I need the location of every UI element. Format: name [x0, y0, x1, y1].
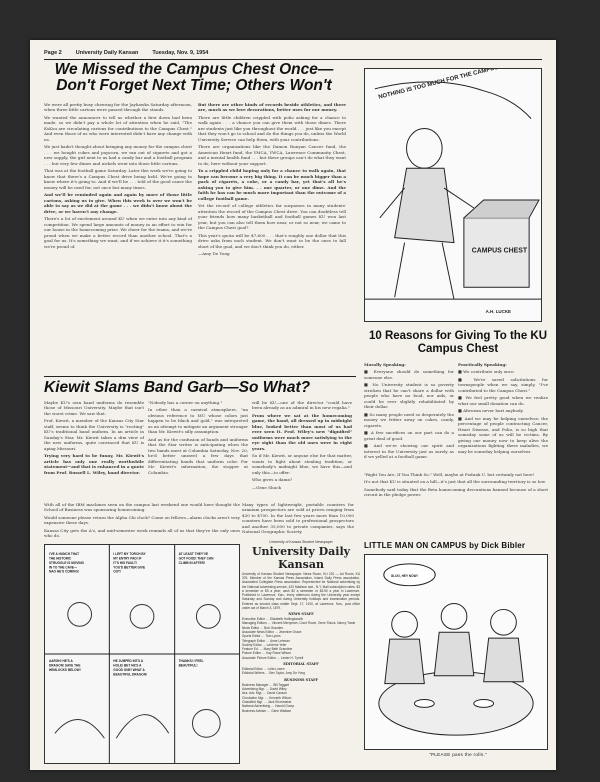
little-man-bubble: GLUG, HEY NOW! [390, 573, 418, 578]
paragraph: Many types of lightweight, portable counters for uranium prospectors are sold at prices ranging from $30 to $700. In the last few years more than 10,000 counters have been sold to professional prospectors and another 35,000 to private companies, says the National Geographic Society. [242, 502, 354, 535]
reason-item: ■ A few sacrifices on our part can do a great deal of good. [364, 430, 454, 441]
paragraph: There's a lot of excitement around KU when we enter into any kind of competition. We spend large amounts of money in an effort to win for our house in the homecoming prize. We cheer for the teams, and we're proud when we make a better record than another school. That's a goal for us. It's something we want, and if we achieve it it's something we're proud of. [44, 216, 192, 249]
staff-line: Editorial Editor … Leila Lowen [242, 667, 285, 672]
short-items-left [44, 502, 240, 542]
band-column-3 [252, 400, 352, 498]
business-staff [242, 683, 360, 713]
paragraph: will be KU—one of the director "could have been already as an admiral in his new regalia." [252, 400, 352, 411]
staff-line: Circulation Mgr. … Kenneth Wilson [242, 695, 292, 700]
news-staff [242, 617, 360, 660]
masthead-body: University of Kansas Student Newspaper. News Room, KU 251 — Ad Room, KU 376. Member of the Kansas Press Association, Inland Daily Press association, Associated Collegiate Press association. Represented for National advertising by the National Advertising service, 420 Madison ave., N.Y. Mail subscription rates: $3 a semester or $5 a year; cash $2 a semester or $3.50 a year in Lawrence. Published in Lawrence, Kan., every afternoon during the University year except Saturday and Sunday and during University holidays and examination periods. Entered as second class matter Sept. 17, 1910, at Lawrence, Kan., post office under act of March 3, 1879. [242, 572, 360, 610]
paragraph: —Gene Shuck [252, 484, 281, 490]
staff-line: Feature Ed. … Mary Beth Grandine [242, 647, 293, 652]
paragraph: Yet the record of college athletics far surpasses in many students' attention the record of the Campus Chest drive. You can doubtless tell your friends how many basketball and football games KU won last year, but you can also tell them how near, or not so near, we came to the Campus Chest goal? [198, 203, 346, 231]
reason-item: ■ And we're showing our spirit and interest in the University just as surely as if we yelled at a football game. [364, 443, 454, 460]
reason-item: ■ We feel pretty good when we realize what our small donation can do. [458, 395, 548, 406]
editorial-column-2 [198, 102, 346, 374]
paragraph: And as for the confusion of bands and uniforms that the Star writes is anticipating when the two bands meet at Columbia Saturday, Nov. 20, he'd better unravel a few days that differentiating bands that uniform color. For Mr. Kiewit's information, the stopper at Columbia. [148, 436, 248, 475]
reason-item: ■ No University student is so poverty stricken that he can't share a dollar with people who have no food, nor aids, or could be ever slightly rehabilitated by their dollar. [364, 382, 454, 410]
paper-name: University Daily Kansan [75, 50, 139, 56]
reasons-subhead: Morally Speaking: [364, 362, 406, 367]
reasons-column-practically [458, 362, 548, 468]
paragraph: We were all pretty busy cheering for the Jayhawks Saturday afternoon, when three little cartons were passed through the stands. [44, 102, 192, 113]
masthead-title: University Daily Kansan [251, 545, 351, 571]
staff-line: News Editor … Bob Grandes [242, 625, 283, 630]
staff-line: Classified Mgr. … Jack Shoemaker [242, 699, 292, 704]
paragraph: Would someone please return the Alpha Chi clock? Come on fellows—alarm clocks aren't very expensive these days. [44, 514, 240, 526]
little-man-caption: "PLEASE pass the rolls." [429, 752, 487, 757]
reason-item: ■ We're saved solicitations for townspeople when we say, simply, "I've contributed to the Campus Chest." [458, 376, 548, 393]
reasons-headline: 10 Reasons for Giving To the KU Campus Chest [368, 330, 548, 355]
little-man-cartoon [364, 554, 548, 750]
comic-speech: HE JUMPED INTO A HOLE! BET HE'S A GOOD ONE! WHAT A BEAUTIFUL DRAGON! [113, 658, 148, 677]
paragraph: Trying very hard to be funny, Mr. Kiewit's article has only one really worthwhile statement—and that is enhanced in a quote from Prof. Russell L. Wiley, band director. [44, 453, 144, 475]
paragraph: We wanted the announcer to tell us whether a first down had been made, so we didn't pay a whole lot of attention when he said, "The KsKsu are circulating cartons for contributions to the Campus Chest." And even those of us who were interested didn't have any change with us. [44, 114, 192, 142]
band-headline: Kiewit Slams Band Garb—So What? [44, 379, 311, 396]
paragraph: In other than a carnival atmosphere, "an obvious reference to MU whose colors just happen to be black and gold," was interpreted as an attempt to mitigate an argument stronger than Mr. Kiewit's silly assumption. [148, 407, 248, 435]
page-number: Page 2 [44, 50, 62, 56]
newspaper-page [30, 40, 556, 770]
staff-line: Associate Picture Editor … Lester H. Tyrrell [242, 655, 304, 660]
comic-speech: AARGH! HE'S A DRAGON! SAVE THE HEMLOCKS BELOW! [48, 658, 81, 672]
staff-line: Society Editor … LaVerne Yeler [242, 642, 287, 647]
little-man-headline: LITTLE MAN ON CAMPUS by Dick Bibler [364, 541, 526, 550]
paragraph: And we'll be reminded again and again by more of those little cartons, asking us to give. When this week is over we won't be able to say as we did at the game . . . we didn't know about the drive, or we haven't any change. [44, 192, 192, 214]
paragraph: But there are other kinds of records beside athletics, and there are, much as we love decorations, better uses for our money. [198, 102, 346, 113]
staff-line: Sports Editor … Tom Lyons [242, 634, 281, 639]
staff-line: Associate News Editor … Jeannine Grace [242, 629, 302, 634]
staff-line: Executive Editor … Elizabeth Hollingsworth [242, 616, 304, 621]
reason-item: ■ We contribute only once. [458, 369, 515, 375]
business-staff-heading: BUSINESS STAFF [284, 677, 318, 682]
masthead [242, 540, 360, 768]
staff-line: Editorial Writers … Bev Taylor, Amy De Yong [242, 671, 305, 676]
staff-line: Ass. Adv. Mgr. … David Casson [242, 691, 287, 696]
reason-item: ■ So many people need so desperately the money we fritter away on cokes, candy, cigarets. [364, 411, 454, 428]
reason-item: ■ Everyone should do something for someone else. [364, 369, 454, 380]
paragraph: Who gives a damn? [252, 477, 293, 483]
reasons-column-morally [364, 362, 454, 468]
paragraph: There are little children crippled with polio asking for a chance to walk again . . . a chance you can give them with those dimes. There are students just like you throughout the world . . . just like you except that they won't go to school and do the things you do, unless the World University Service can help them, with your contributions. [198, 114, 346, 142]
campus-chest-cartoon [364, 68, 542, 322]
reason-item: ■ And we may be helping ourselves: the percentage of people contracting Cancer, Heart Disease, and Polio, is so high that someday some of us will be victims. By giving our money now to keep alive the organizations fighting these maladies, we may be someday helping ourselves. [458, 415, 548, 454]
paragraph: Prof. Kiewit, a member of the Kansas City Star staff, seems to think the University is "rooting" KU's traditional band uniform. In an article in Sunday's Star, Mr. Kiewit takes a dim view of the new uniforms, quite convinced that KU is aping Missouri. [44, 418, 144, 451]
paragraph: With all of the IBM machines seen on the campus last weekend one would have thought the School of Business was sponsoring homecoming. [44, 502, 240, 513]
editorial-staff-heading: EDITORIAL STAFF [283, 662, 319, 667]
comic-speech: I'VE A HUNCH THAT THE HISTORIC STRUGGLE IS MOVING IN TO THE CAVE— NAO HE'S COMING! [48, 551, 85, 574]
band-column-2 [148, 400, 248, 498]
comic-strip [44, 544, 240, 764]
cartoon-signature: A.H. LUCKE [485, 309, 511, 315]
staff-line: Advertising Mgr. … David Wiley [242, 687, 287, 692]
campus-chest-headline: We Missed the Campus Chest Once— Don't Forget Next Time; Others Won't [54, 61, 334, 95]
short-items-right [242, 502, 354, 538]
staff-line: Managing Editors … Vincent Merryman, Court Rowe, Gene Shuck, Nancy Towle [242, 621, 356, 626]
masthead-top: University of Kansas Student Newspaper [269, 540, 333, 544]
staff-line: Business Manager … Bill Taggart [242, 682, 290, 687]
header-rule [44, 59, 542, 60]
band-rule [44, 376, 356, 377]
chest-sign: CAMPUS CHEST [471, 247, 528, 255]
paragraph: We just hadn't thought about bringing any money for the campus chest . . . we bought cokes and popcorn, we ran out of cigarets and got a new supply, the girl next to us had a candy bar and a football program . . . but very few dimes and nickels went into those little cartons. [44, 144, 192, 166]
paragraph: Kansas City gets the A's, and mid-semester week reminds all of us that they're the only ones who do. [44, 527, 240, 539]
issue-date: Tuesday, Nov. 9, 1954 [152, 50, 209, 56]
paragraph: So if Mr. Kiewit, or anyone else for that matter, wants to fight about stealing tradition, or somebody's midnight blue, we have this—and only this—to offer: [252, 453, 352, 475]
paragraph: Somebody said today that the Beta homecoming decorations banned because of a short circuit in the pledge power. [364, 486, 548, 498]
editorial-column-1 [44, 102, 192, 374]
paragraph: From where we sat at the homecoming game, the band, all dressed up in midnight blue, looked better than most of us had ever seen it. Prof. Wiley's new "dignified" uniforms were much more satisfying to the eye sight than the old ones were in eight years. [252, 412, 352, 451]
band-column-1 [44, 400, 144, 498]
right-notes [364, 472, 548, 538]
staff-line: Telegraph Editor … Anne Lehman [242, 638, 290, 643]
news-staff-heading: NEWS STAFF [288, 611, 314, 616]
paragraph: There are organizations like the Damon Runyan Cancer fund, the American Heart fund, the YMCA, YWCA, Lawrence Community Chest, and a mental health fund . . . but these groups can't do what they want to do, here without your support. [198, 144, 346, 166]
paragraph: —Amy De Yong [198, 251, 230, 257]
comic-speech: I LEFT MY TORCH BY MY ENTRY PAD! IF IT'S HIS FAULT! YOU'D BETTER GIVE OUT! [113, 551, 146, 574]
staff-line: Picture Editor … Kay Rowe Wilson [242, 651, 292, 656]
comic-speech: AT LEAST THEY'VE GOT FOOD! THEY CAN CLIMB IN AFTER! [178, 551, 214, 565]
staff-line: Business Adviser … Gene Wallace [242, 708, 292, 713]
reason-item: ■ Altruism never hurt anybody. [458, 408, 524, 414]
reasons-subhead: Practically Speaking: [458, 362, 507, 367]
paragraph: This year's quota will be $7,600 . . . that's roughly one dollar that this drive asks from each student. We don't want to be the ones to fall short of the goal, and we don't think you do, either. [198, 232, 346, 249]
paragraph: That was at the football game Saturday. Later this week we're going to know that there's a Campus Chest drive being held. We're going to know where it's going to. And if we'll be . . . told of the good cause the money will be used for, not once but many times. [44, 168, 192, 190]
paragraph: To a crippled child hoping only for a chance to walk again, that hope can become a very big thing. It can be much bigger than a pack of cigarets, a coke, or a candy bar, yet that's all he's asking you to give him. . . one quarter, or one dime. And the faith he has can be much more important than the outcome of a college football game. [198, 168, 346, 201]
comic-speech: THANKS! I FEEL BEAUTIFUL! [178, 658, 204, 668]
paragraph: Maybe KU's own band uniforms do resemble those of Missouri University. Maybe that isn't the worst crime. We saw that. [44, 400, 144, 416]
paragraph: It's not that KU is situated on a hill—it's just that all the surrounding territory is so low. [364, 479, 546, 485]
editorial-staff [242, 667, 360, 676]
paragraph: "Nobody has a corner on anything." [148, 400, 223, 405]
paragraph: "Right You Are, If You Think So." Well, maybe at Podunk U. but certainly not here! [364, 472, 535, 477]
staff-line: National Advertising … Harold Gump [242, 704, 295, 709]
